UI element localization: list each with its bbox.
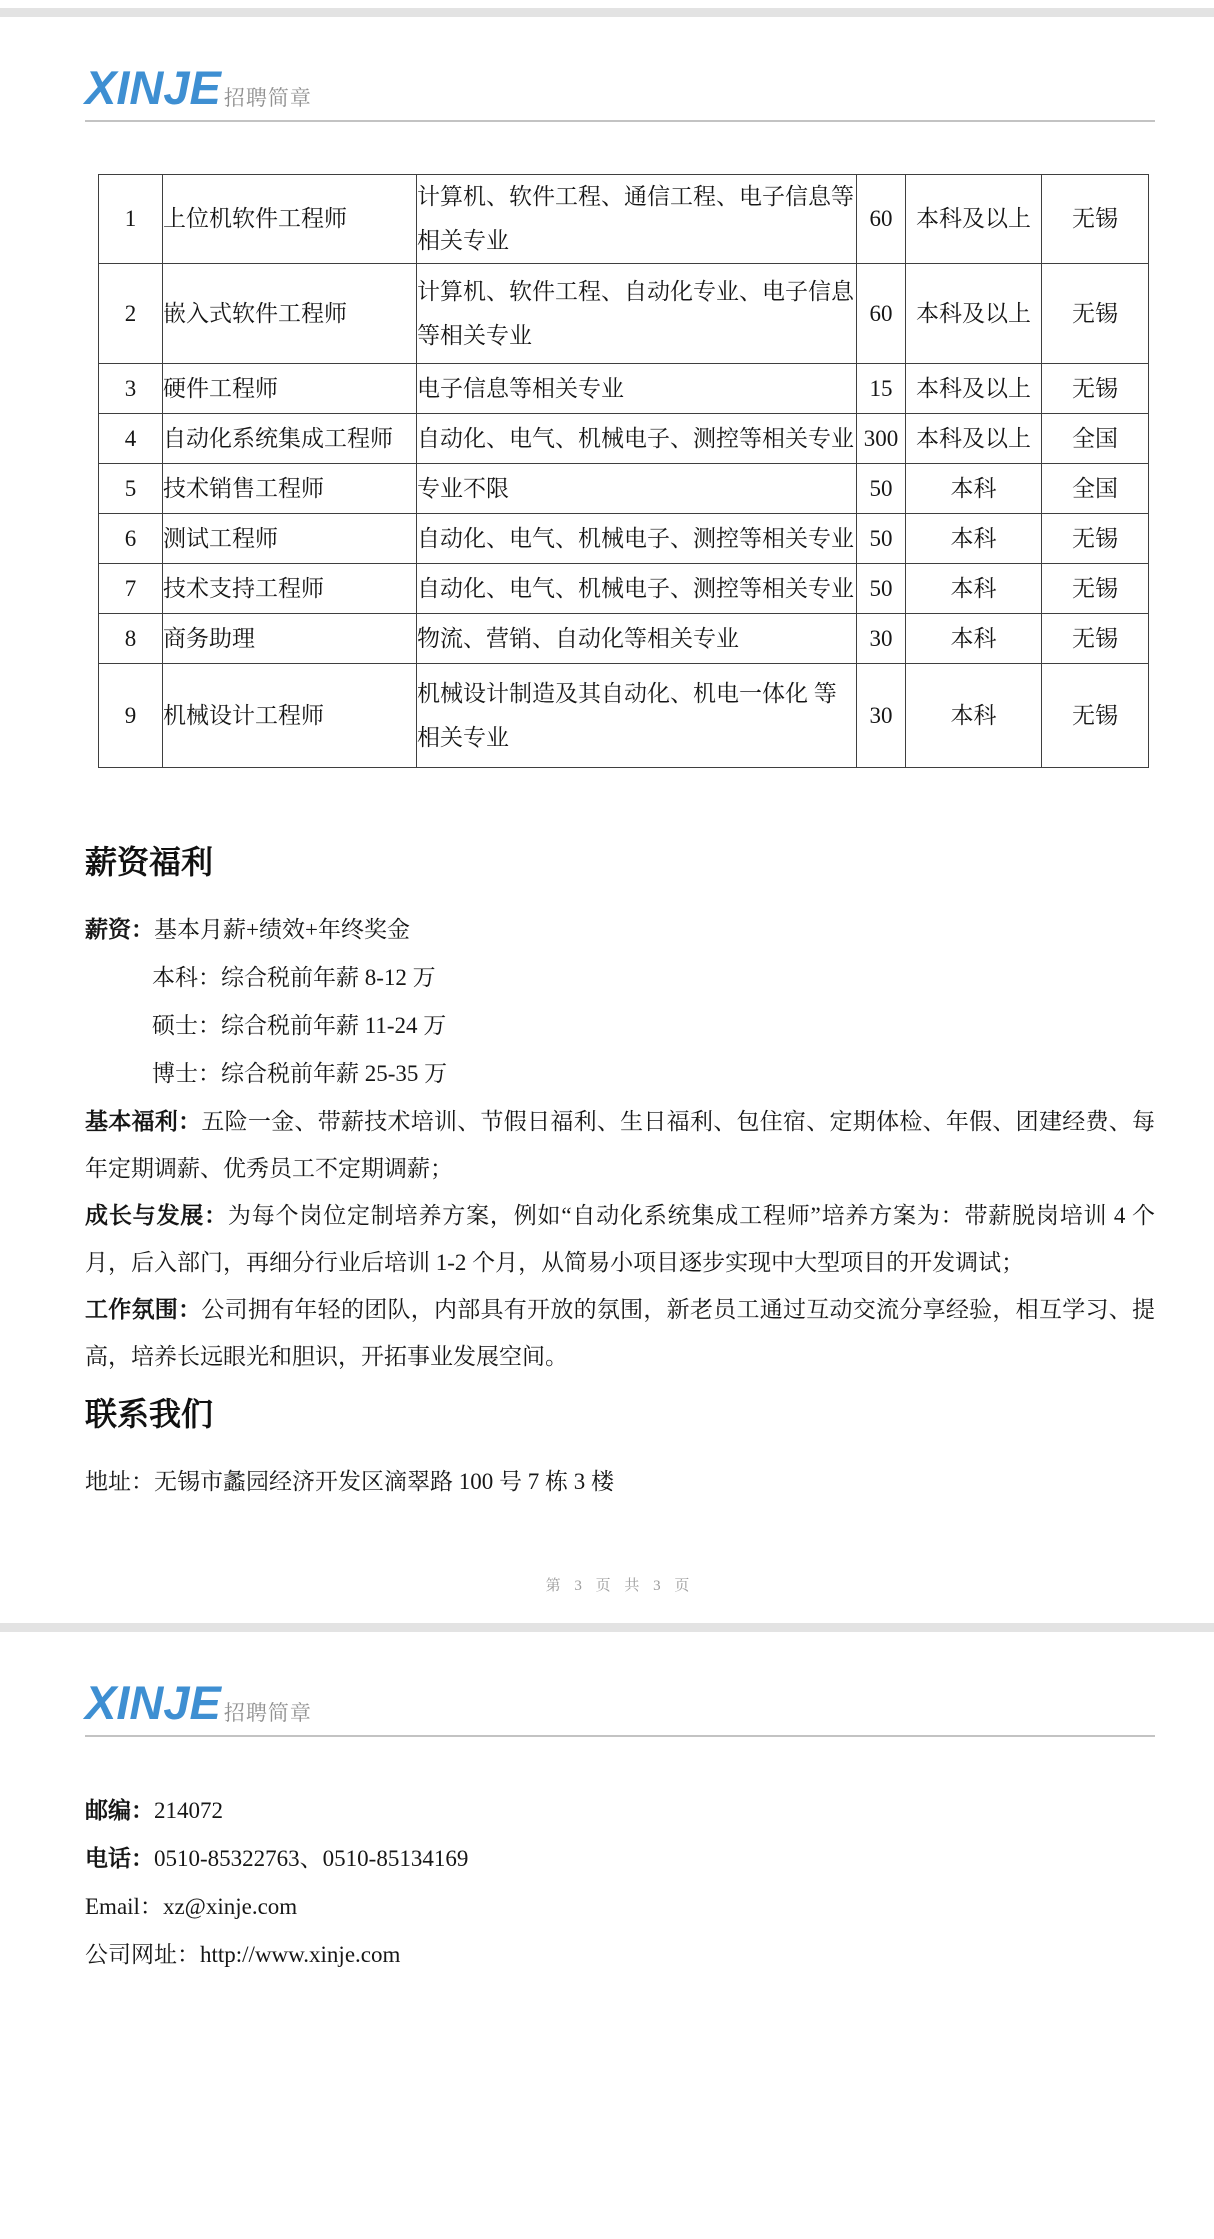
address-label: 地址： [85, 1469, 154, 1494]
table-row [99, 264, 1149, 364]
cell-location: 无锡 [1042, 564, 1149, 614]
cell-majors: 计算机、软件工程、自动化专业、电子信息等相关专业 [417, 264, 857, 364]
cell-education: 本科及以上 [906, 264, 1042, 364]
section-title-salary-benefits: 薪资福利 [85, 844, 214, 880]
cell-location: 全国 [1042, 414, 1149, 464]
cell-position: 技术销售工程师 [163, 464, 417, 514]
section-title-contact-us: 联系我们 [85, 1396, 214, 1432]
cell-position: 硬件工程师 [163, 364, 417, 414]
cell-education: 本科 [906, 664, 1042, 768]
cell-row-number: 6 [99, 514, 163, 564]
phone-line [85, 1835, 1155, 1883]
cell-row-number: 5 [99, 464, 163, 514]
salary-label: 薪资： [85, 917, 154, 942]
cell-majors: 计算机、软件工程、通信工程、电子信息等相关专业 [417, 175, 857, 264]
cell-position: 机械设计工程师 [163, 664, 417, 768]
address-value: 无锡市蠡园经济开发区滴翠路 100 号 7 栋 3 楼 [154, 1469, 614, 1494]
cell-location: 无锡 [1042, 664, 1149, 768]
cell-headcount: 300 [857, 414, 906, 464]
bachelor-value: 综合税前年薪 8-12 万 [221, 965, 436, 990]
xinje-logo: XINJE [85, 61, 221, 114]
cell-row-number: 8 [99, 614, 163, 664]
cell-location: 无锡 [1042, 514, 1149, 564]
cell-position: 技术支持工程师 [163, 564, 417, 614]
phd-label: 博士： [152, 1061, 221, 1086]
doc-brand-header [85, 61, 1155, 114]
cell-majors: 电子信息等相关专业 [417, 364, 857, 414]
master-value: 综合税前年薪 11-24 万 [221, 1013, 447, 1038]
phone-value: 0510-85322763、0510-85134169 [154, 1846, 469, 1871]
salary-master-line [85, 1002, 1155, 1050]
growth-label: 成长与发展： [85, 1203, 228, 1228]
cell-headcount: 15 [857, 364, 906, 414]
cell-education: 本科及以上 [906, 364, 1042, 414]
cell-education: 本科 [906, 514, 1042, 564]
website-value[interactable]: http://www.xinje.com [200, 1942, 401, 1967]
table-row [99, 664, 1149, 768]
cell-location: 全国 [1042, 464, 1149, 514]
cell-headcount: 50 [857, 514, 906, 564]
xinje-logo: XINJE [85, 1676, 221, 1729]
cell-majors: 自动化、电气、机械电子、测控等相关专业 [417, 514, 857, 564]
cell-headcount: 30 [857, 614, 906, 664]
cell-headcount: 60 [857, 264, 906, 364]
doc-brand-header [85, 1676, 1155, 1729]
cell-position: 测试工程师 [163, 514, 417, 564]
cell-headcount: 50 [857, 564, 906, 614]
page-number-indicator: 第 3 页 共 3 页 [545, 1578, 695, 1594]
cell-position: 上位机软件工程师 [163, 175, 417, 264]
table-row [99, 614, 1149, 664]
growth-text: 为每个岗位定制培养方案，例如“自动化系统集成工程师”培养方案为：带薪脱岗培训 4 个月，后入部门，再细分行业后培训 1-2 个月，从简易小项目逐步实现中大型项目的开发调试； [85, 1203, 1155, 1275]
page-top-gap-band [0, 8, 1214, 17]
cell-position: 嵌入式软件工程师 [163, 264, 417, 364]
cell-majors: 自动化、电气、机械电子、测控等相关专业 [417, 414, 857, 464]
master-label: 硕士： [152, 1013, 221, 1038]
website-label: 公司网址： [85, 1942, 200, 1967]
phone-label: 电话： [85, 1846, 154, 1871]
cell-position: 自动化系统集成工程师 [163, 414, 417, 464]
email-line [85, 1883, 1155, 1931]
table-row [99, 464, 1149, 514]
cell-education: 本科及以上 [906, 414, 1042, 464]
jobs-table-body [99, 175, 1149, 768]
cell-row-number: 3 [99, 364, 163, 414]
cell-location: 无锡 [1042, 175, 1149, 264]
table-row [99, 564, 1149, 614]
cell-education: 本科及以上 [906, 175, 1042, 264]
cell-headcount: 50 [857, 464, 906, 514]
salary-bachelor-line [85, 954, 1155, 1002]
cell-row-number: 1 [99, 175, 163, 264]
cell-majors: 自动化、电气、机械电子、测控等相关专业 [417, 564, 857, 614]
cell-location: 无锡 [1042, 264, 1149, 364]
page-break-gap-band [0, 1623, 1214, 1632]
cell-location: 无锡 [1042, 364, 1149, 414]
salary-summary-line [85, 906, 1155, 954]
postcode-line [85, 1787, 1155, 1835]
header-divider-line [85, 1735, 1155, 1737]
doc-subtitle: 招聘简章 [223, 1701, 312, 1725]
header-divider-line [85, 120, 1155, 122]
cell-headcount: 60 [857, 175, 906, 264]
email-label: Email： [85, 1894, 163, 1919]
table-row [99, 175, 1149, 264]
cell-majors: 专业不限 [417, 464, 857, 514]
cell-majors: 机械设计制造及其自动化、机电一体化 等相关专业 [417, 664, 857, 768]
jobs-table [98, 174, 1149, 768]
atmosphere-paragraph [85, 1286, 1155, 1380]
cell-headcount: 30 [857, 664, 906, 768]
cell-education: 本科 [906, 464, 1042, 514]
doc-subtitle: 招聘简章 [223, 86, 312, 110]
table-row [99, 514, 1149, 564]
phd-value: 综合税前年薪 25-35 万 [221, 1061, 448, 1086]
cell-majors: 物流、营销、自动化等相关专业 [417, 614, 857, 664]
salary-value: 基本月薪+绩效+年终奖金 [154, 917, 410, 942]
cell-row-number: 9 [99, 664, 163, 768]
benefits-text: 五险一金、带薪技术培训、节假日福利、生日福利、包住宿、定期体检、年假、团建经费、每年定期调薪、优秀员工不定期调薪； [85, 1109, 1156, 1181]
pdf-page-3 [0, 17, 1214, 1623]
cell-row-number: 2 [99, 264, 163, 364]
address-line [85, 1458, 1155, 1506]
salary-phd-line [85, 1050, 1155, 1098]
benefits-label: 基本福利： [85, 1109, 202, 1134]
website-line [85, 1931, 1155, 1979]
cell-position: 商务助理 [163, 614, 417, 664]
growth-paragraph [85, 1192, 1155, 1286]
cell-row-number: 7 [99, 564, 163, 614]
atmosphere-label: 工作氛围： [85, 1297, 202, 1322]
bachelor-label: 本科： [152, 965, 221, 990]
cell-education: 本科 [906, 564, 1042, 614]
benefits-paragraph [85, 1098, 1155, 1192]
cell-education: 本科 [906, 614, 1042, 664]
atmosphere-text: 公司拥有年轻的团队，内部具有开放的氛围，新老员工通过互动交流分享经验，相互学习、提高，培养长远眼光和胆识，开拓事业发展空间。 [85, 1297, 1156, 1369]
postcode-label: 邮编： [85, 1798, 154, 1823]
table-row [99, 414, 1149, 464]
table-row [99, 364, 1149, 414]
cell-row-number: 4 [99, 414, 163, 464]
pdf-page-next [0, 1632, 1214, 2231]
email-value[interactable]: xz@xinje.com [162, 1894, 298, 1919]
postcode-value: 214072 [154, 1798, 223, 1823]
cell-location: 无锡 [1042, 614, 1149, 664]
